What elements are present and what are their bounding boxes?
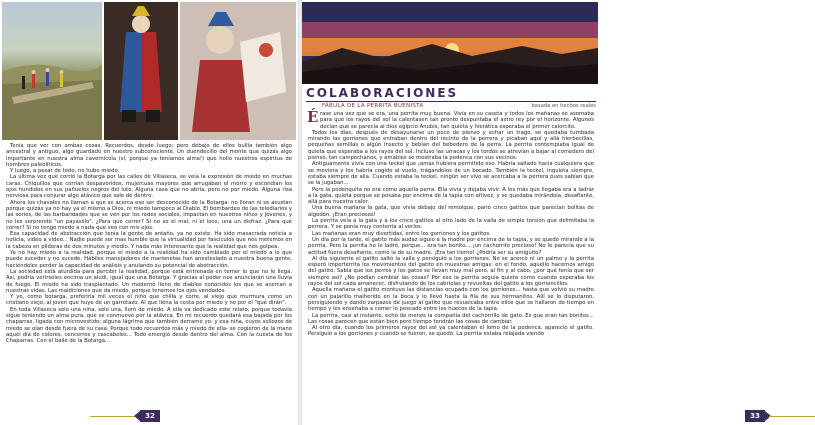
left-paragraph: Ahora los chavales no llaman a que se acerca ese ser desconocido de la Botarga: no lloran ni se asustan porque quizás ya no hay ya el mismo a Dios, ni miedo tampoco al Diablo. El bombardeo de las telediarios y las series, de las barbaridades que se ven por los redes sociales, impactan en nuestros niños y jóvenes, y no les sorprende "un payasillo". ¿Para qué correr? Si no es el mal, ni el loco, una un disfraz. ¿Para qué correr? Si no tengo miedo a nada que veo con mis ojos.: [6, 199, 292, 231]
left-paragraph: La sociedad está aturdida para percibir la realidad, porque está entrenada en temer lo que no le llega. Así, podría verirseles encima un aludi, igual que una Botarga. Y gracias al poder nos anunciarán una lluvia de fuego. El miedo ha sido trasplantado. Un moderno lleno de diablos conocidos los que se acercan a nuestras vidas. Las maldiciones que da miedo, porque tenemos los ojos vendados.: [6, 268, 292, 294]
photo-botarga-figure: [104, 2, 178, 140]
story-byline: basada en hechos reales: [531, 103, 596, 109]
right-paragraph: Al otro día, cuando los primeros rayos del sol ya calentaban el lomo de la podenca, apareció el gatito. Persiguió a los gorriones y cuando se fueron, se quedó. La perrita estaba relajada viendo: [308, 325, 594, 338]
right-paragraph: rase una vez que se era, una perrita muy buena. Vivía en su caseta y todos los mañanas se asomaba para que los rayos del sol la calentasen tan pronto despuntaba el astro rey por el horizonte. Algunos decían que se parecía al dios egipcio Anubis, tan quieta y hierática esperaba el primer calorcito.: [320, 111, 594, 130]
right-page-number: 33: [745, 410, 765, 422]
right-paragraph: Al día siguiente el gatito saltó la valla y persiguió a los gorriones. No se acercó ni un palmo y la perrita esperó impertérrita los movimientos del gatito en muestras amigas: en el fondo, aquello hacemos amigo del gatito. Sabía que los perros y los gatos se llevan muy mal pero, al fin y al cabo, ¿por qué tenía que ser siempre así? ¿No podían cambiar las cosas? Por eso la perrita seguía quieta como cuando esperaba los rayos del sol cada amanecer, disfrutando de los cabriolas y revueltas del gatito a los gorrioncillos.: [308, 255, 594, 288]
left-paragraph: Y luego, a pesar de todo, no hubo miedo.: [10, 168, 120, 175]
left-paragraph: Y yo, como botarga, preferiría mil veces el niño que chilla y corre, al viejo que murmura como un cristiano viejo, al joven que huye de un garrotazo. Al que llena la cesta por miedo y no por el "qué dirán".: [6, 294, 292, 307]
right-paragraph: Un día por la tarde, el gatito más audaz siguió a la madre por encima de la tapia, y se quedó mirando a la perrita. Pero la perrita no le ladró, porque... era tan bonito... ¡un cachorrito precioso! No le parecía que su actitud fuera desafiante, como la de su madre. ¡Era tan tierno! ¿Podría ser su amiguito?: [308, 236, 594, 256]
photo-costumes-image: [180, 2, 296, 140]
right-paragraph: La perrita veía a la gata y a los cinco gatitos al otro lado de la valla de simple torsión que delimitaba la perrera. Y se ponía muy contenta al verlos.: [308, 218, 594, 231]
left-paragraph: La última vez que corrió la Botarga por las calles de Villaseca, se veía la expresión de miedo en muchas caras. Chiquillos que corrían despavoridos, mujercuas mayores que arrugaban el morro y escondían los ojos hundidos en sus pañuelos negros del luto. Alguna casa que no abría, pero no por miedo. Alguna risa nerviosa para conjurar algo atávico que sale de dentro.: [6, 174, 292, 200]
right-page: [302, 0, 760, 425]
drop-cap: É: [307, 108, 319, 126]
right-paragraph: La perrita, casi al instante, echó de menos la compañía del cachorrillo de gato. Es que eran tan bonitos... Las cosas parecen que están bien pero tiempo tendrán las cosas de cambiar.: [308, 312, 594, 325]
left-paragraph: Tenía que ver con ambas cosas. Recuerdos, desde luego; pero debajo de ellos bullía también algo ancestral y antiguo, algo guardado en nuestro subconsciente. Un duendecillo del monte que quizás algo importante en nuestra alma cavernícola (sí, porque ya teníamos alma!) que hollo nuestros espíritus de hombres paleolíticos.: [6, 143, 292, 168]
left-article-text: [6, 143, 292, 408]
photo-sunset-mountains: [302, 2, 598, 84]
right-paragraph: Pero la podenquita no era como aquella perra. Ella vivía y dejaba vivir. A los más que llegaba era a ladrar a la gata, quieta porque se posaba por encima de la tapia con altivez, y se quedaba mirándola, desafiante, allá para nuestra calor.: [308, 186, 594, 206]
left-page-folio: [90, 410, 210, 423]
right-page-folio: [695, 410, 815, 423]
photo-sunset-mountains-image: [302, 2, 598, 84]
left-paragraph: Esa capacidad de abstracción que tenía la gente de antaño, ya no existe. Ha sido masacrada noticia a noticia, video a video... Nadie puede ser mas humble que la virtualidad por fascículos que nos metemos en la cabeza en píldoras de dos minutos y medio. Y nada más interesante que la realidad que nos golpea.: [6, 231, 292, 250]
right-paragraph: Las mañanas eran muy divertidas, entre los gorriones y los gatitos.: [312, 230, 491, 237]
right-paragraph: Una buena mañana la gata, que vivía debajo del remolque, parió cinco gatitos que parecían bolitas de algodón. ¡Eran preciosos!: [308, 205, 594, 218]
photo-procession-field-image: [2, 2, 102, 140]
left-paragraph: Ya no hay miedo a la realidad, porque el miedo a la realidad ha sido cambiado por el miedo a lo que puede suceder y no sucede. Hábiles manejadores de marionetas han anestesiado a nuestra buena gente, haciéndoles perder la capacidad de análisis y anulando su potencial de abstracción.: [6, 250, 292, 269]
left-paragraph: En toda Villaseca sólo una niña, sólo una, lloró de miedo. A ella va dedicado este relato, porque todavía sigue teniendo un alma pura, que se conmueve por la atávica. En mi recuerdo quedará esa bajada por los chaparras, ligada con microvestido; alguna lágrima que también derramé yo: y esa niña, cuyos sollozos de miedo se oían desde fuera de su casa. Porque todo recuerdos más y miedo de ella- se cogieron de la mano aquel día de colores, cencerros y cascabeles... Todo emergió desde dentro del alma. Con la cuesta de los Chaparras. Con el baile de la Botarga...: [6, 306, 292, 345]
story-title: FÁBULA DE LA PERRITA BUENISTA: [322, 103, 424, 109]
section-title-rule: [306, 101, 596, 102]
photo-botarga-figure-image: [104, 2, 178, 140]
section-title: COLABORACIONES: [306, 86, 459, 100]
right-paragraph: Antiguamente vivía con una teckel que ¡amas hubiera permitido eso. Habría saltado hacia cualquiera que se moviera y los habría cogido al vuelo, trágandolos de un bocado. También la teckel, inquieta siempre, estaba siempre de alla. Cuando estaba la teckel, ningún ser vivo se acercaba a la perrera pues sabían que se la jugaban...: [308, 161, 594, 187]
left-page: [0, 0, 298, 425]
left-page-number: 32: [140, 410, 160, 422]
photo-costumes: [180, 2, 296, 140]
photo-procession-field: [2, 2, 102, 140]
right-paragraph: Aquella mañana el gatito montuvo las distancias ocupado con los gorriones... hasta que volvió su madre con un pajarillo malherido en la boca y lo llevó hasta la fila de sus hermanitos. Allí se lo disputaron, persiguiendo y dando zarpazos de juego al gatito que revuelcaba entre ellos que se hallaron de tiempo en tiempo y les enseñaba a comer lo pescado entre los huecos de la tapia.: [308, 287, 594, 313]
folio-rule: [90, 416, 136, 417]
right-paragraph: Todos los días, después de desayunarse un poco de pienso y echar un trago, se quedaba tumbada mirando las gorriones que entraban dentro del recinto de la perrera y picaban aquí y allá hierbecillas, pequeñas semillas o algún insecto y bebían del bebedero de la perra. La perrita contemplaba igual de quieta que esperaba a los rayos del sol. Incluso las urracas y los tordos se atrevían a bajar al comedero del pienso, tan campechanos, y amables se mostraba la podenca con sus vecinos.: [308, 129, 594, 162]
folio-rule: [769, 416, 815, 417]
right-article-text: [307, 108, 594, 409]
